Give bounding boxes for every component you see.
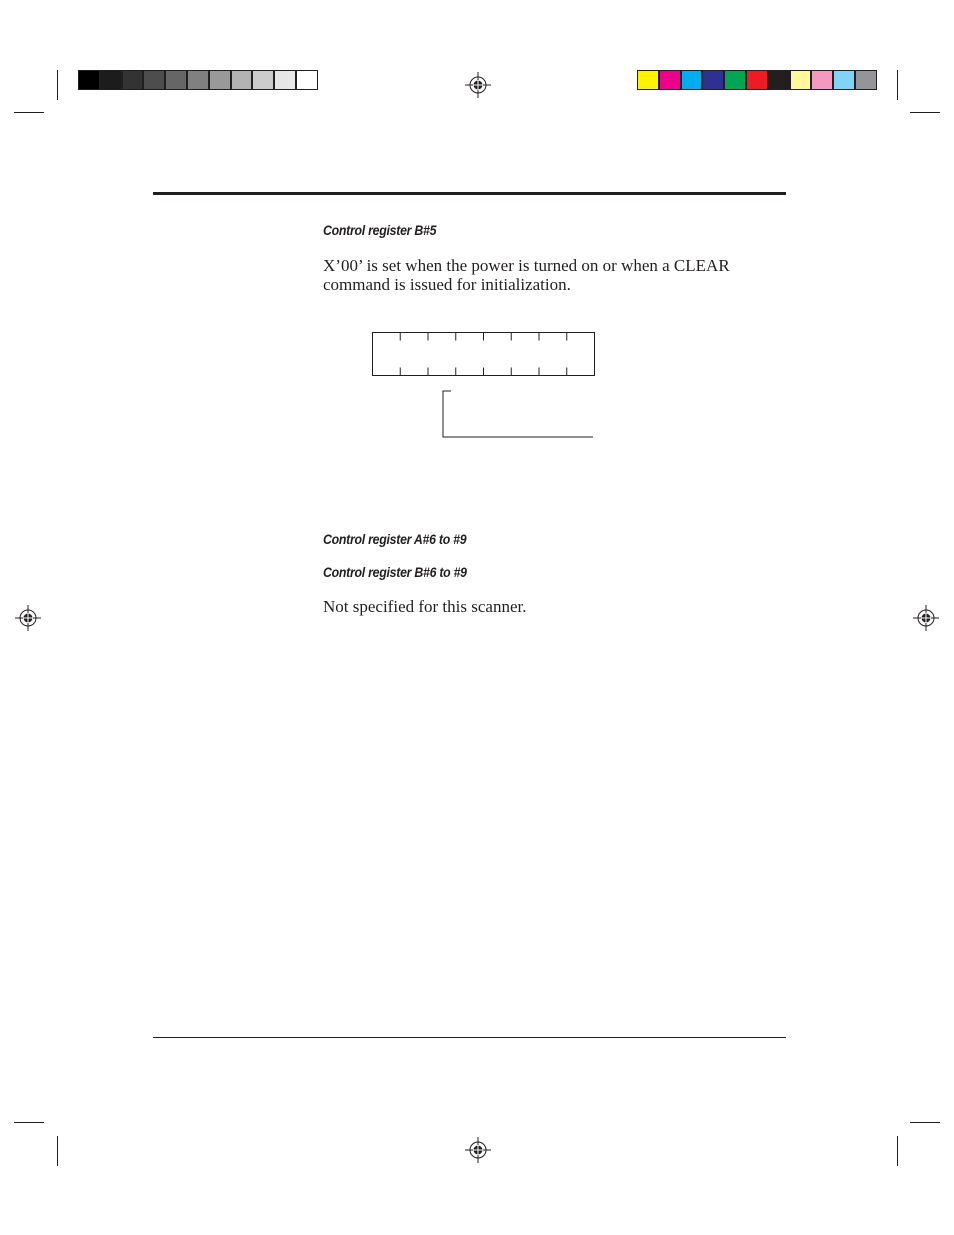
registration-mark-icon bbox=[465, 1137, 491, 1163]
registration-mark-icon bbox=[15, 605, 41, 631]
section-heading-a6-9: Control register A#6 to #9 bbox=[323, 531, 467, 547]
color-swatch-10 bbox=[855, 70, 877, 90]
footer-rule bbox=[153, 1037, 786, 1038]
gray-swatch-5 bbox=[187, 70, 209, 90]
color-swatch-3 bbox=[702, 70, 724, 90]
gray-swatch-7 bbox=[231, 70, 253, 90]
register-bit-diagram bbox=[370, 330, 598, 442]
color-swatch-2 bbox=[681, 70, 703, 90]
b5-description-line-2: command is issued for initialization. bbox=[323, 275, 571, 294]
gray-swatch-1 bbox=[100, 70, 122, 90]
b6-9-description: Not specified for this scanner. bbox=[323, 597, 527, 616]
b5-description-line-1: X’00’ is set when the power is turned on or when a CLEAR bbox=[323, 256, 730, 275]
gray-swatch-10 bbox=[296, 70, 318, 90]
registration-mark-icon bbox=[465, 72, 491, 98]
gray-swatch-9 bbox=[274, 70, 296, 90]
color-swatch-7 bbox=[790, 70, 812, 90]
color-swatch-4 bbox=[724, 70, 746, 90]
color-swatch-6 bbox=[768, 70, 790, 90]
bit-callout-line bbox=[443, 391, 593, 437]
bit-dividers bbox=[400, 333, 567, 376]
header-rule bbox=[153, 192, 786, 195]
color-swatch-0 bbox=[637, 70, 659, 90]
color-swatch-8 bbox=[811, 70, 833, 90]
gray-swatch-4 bbox=[165, 70, 187, 90]
color-swatch-9 bbox=[833, 70, 855, 90]
section-heading-b6-9: Control register B#6 to #9 bbox=[323, 564, 467, 580]
gray-swatch-3 bbox=[143, 70, 165, 90]
gray-swatch-8 bbox=[252, 70, 274, 90]
gray-swatch-2 bbox=[122, 70, 144, 90]
color-swatch-5 bbox=[746, 70, 768, 90]
gray-swatch-0 bbox=[78, 70, 100, 90]
color-swatch-1 bbox=[659, 70, 681, 90]
gray-swatch-6 bbox=[209, 70, 231, 90]
registration-mark-icon bbox=[913, 605, 939, 631]
section-heading-b5: Control register B#5 bbox=[323, 222, 437, 238]
